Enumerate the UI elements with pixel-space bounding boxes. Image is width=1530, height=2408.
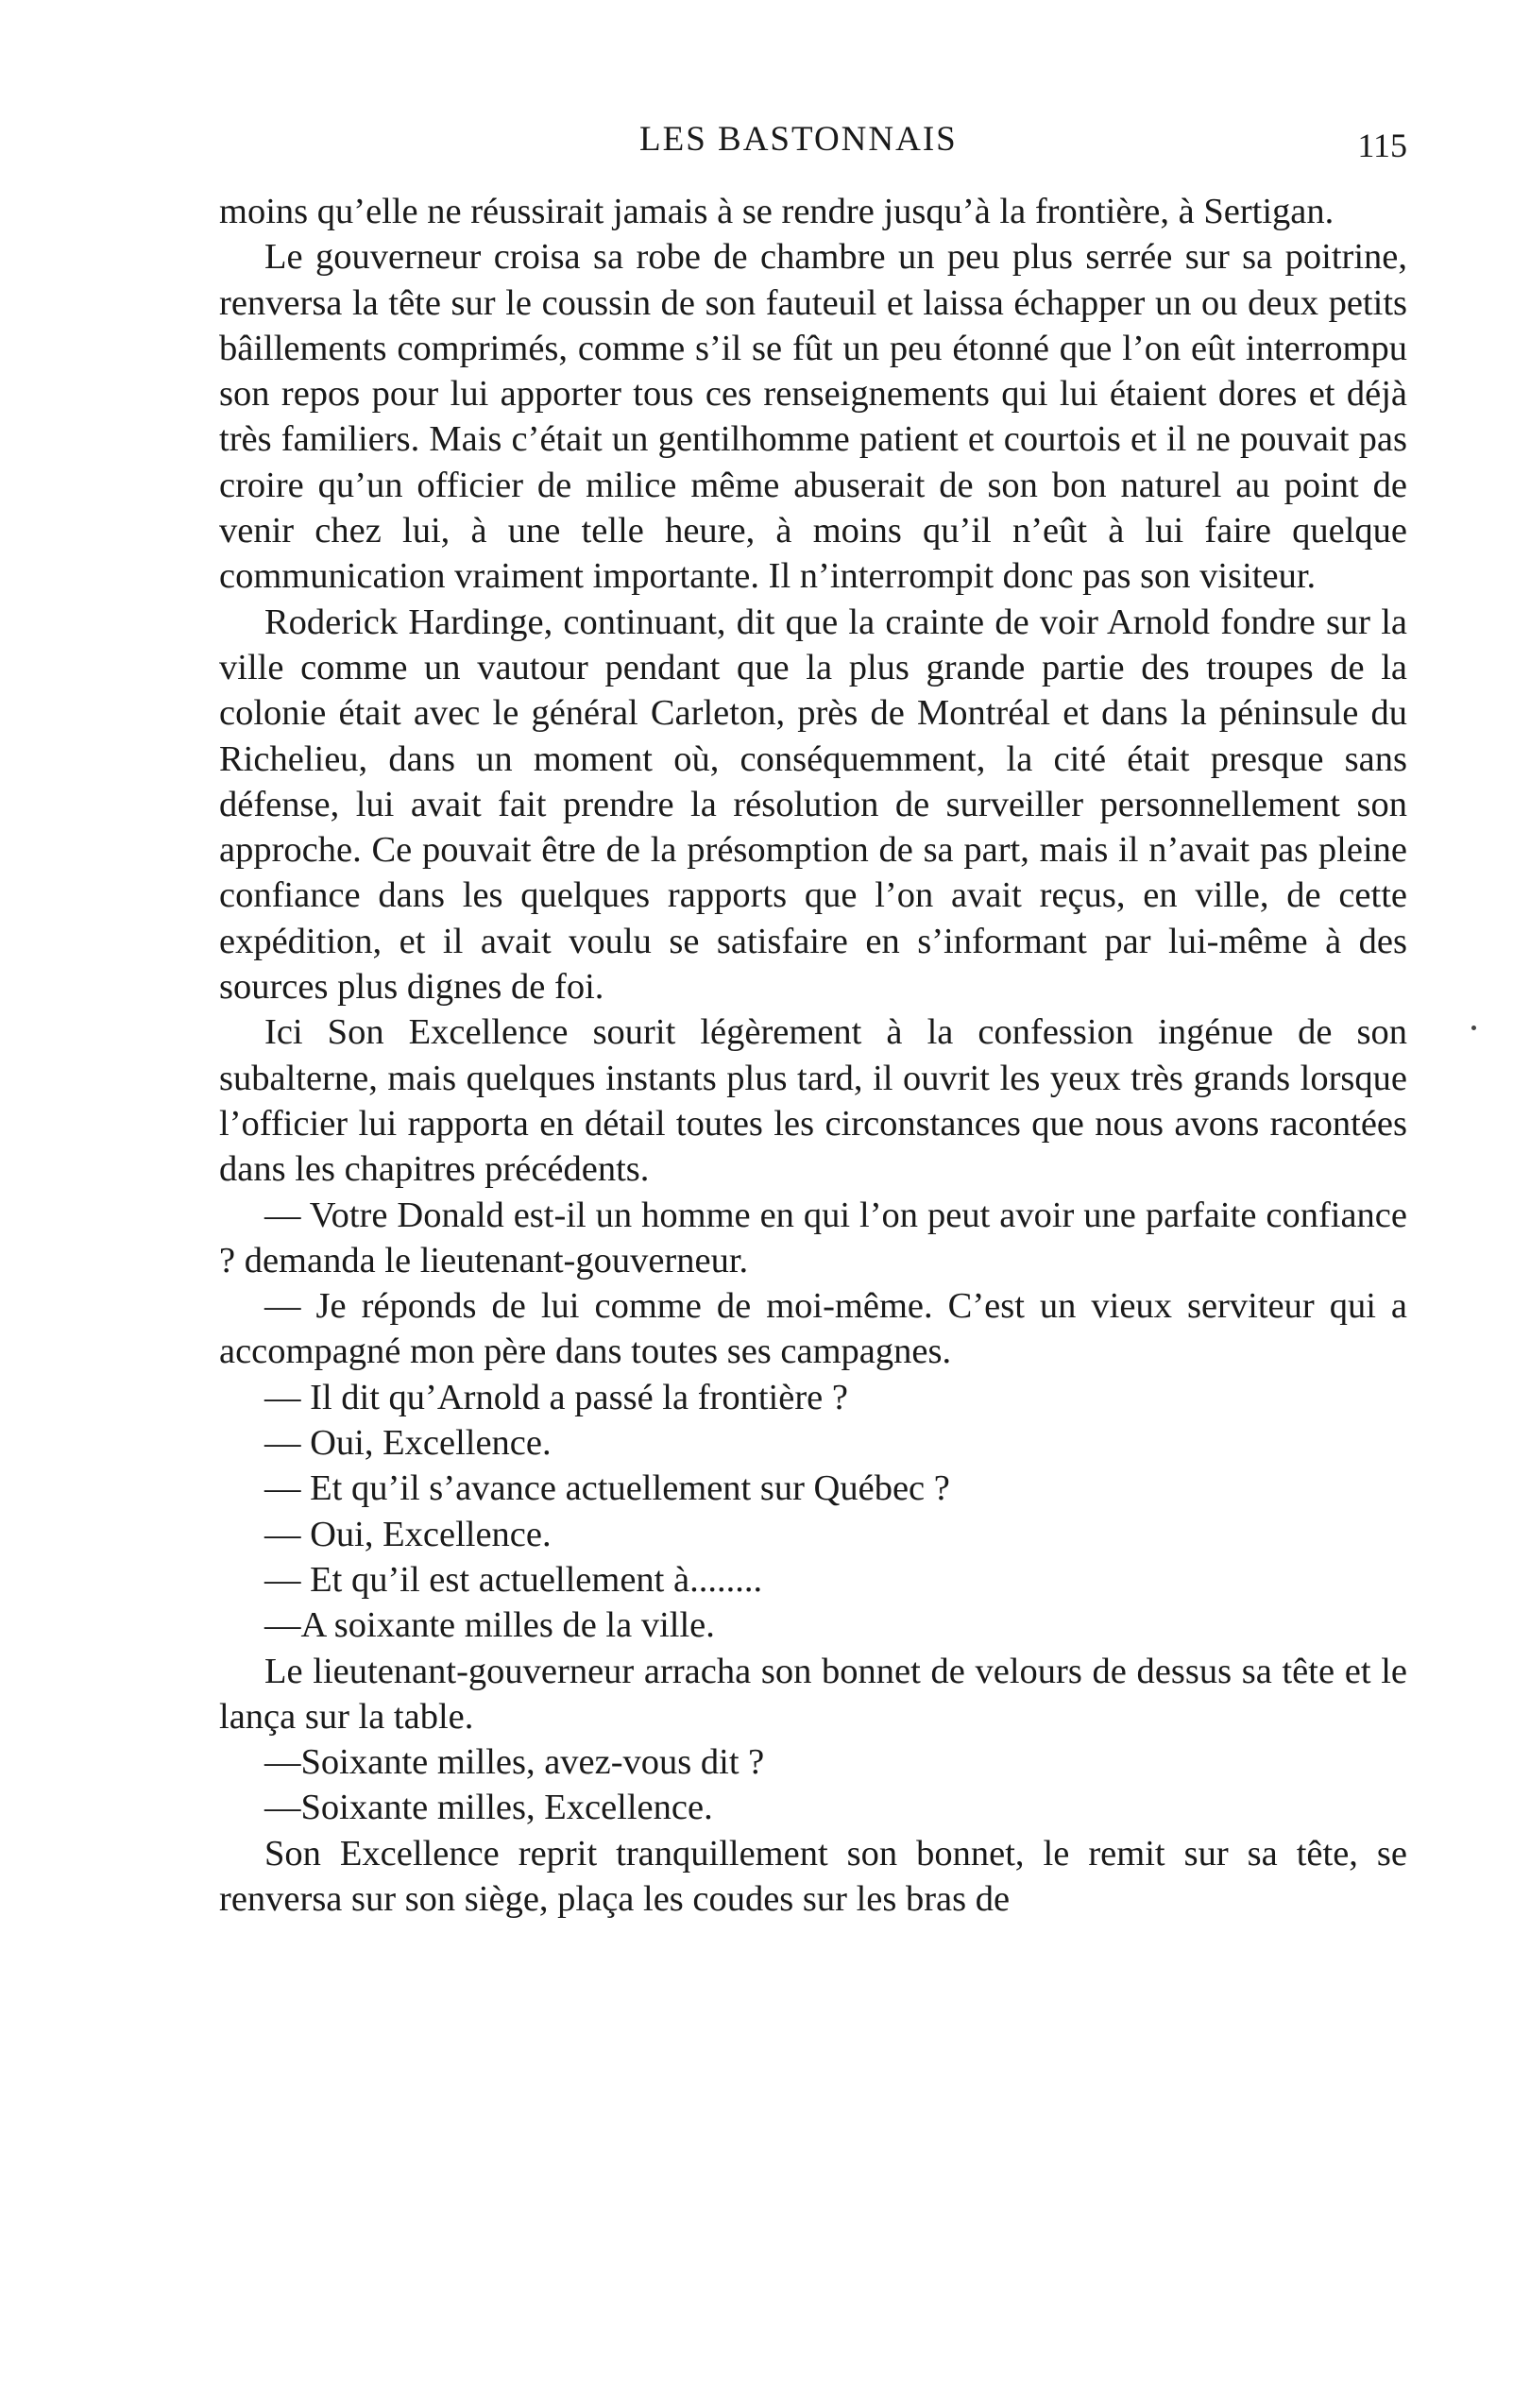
dialogue-line: — Et qu’il est actuellement à........ [264, 1559, 763, 1600]
running-head [219, 111, 1407, 168]
paragraph: Ici Son Excellence sourit légèrement à la confession ingénue de son subalterne, mais quelques instants plus tard, il ouvrit les yeux très grands lorsque l’officier lui rapporta en détail toutes les circonstances que nous avons racontées dans les chapitres précédents. [219, 1012, 1407, 1190]
paragraph: Son Excellence reprit tranquillement son bonnet, le remit sur sa tête, se renversa sur son siège, plaça les coudes sur les bras de [219, 1833, 1407, 1919]
paragraph: Le lieutenant-gouverneur arracha son bonnet de velours de dessus sa tête et le lança sur la table. [219, 1651, 1407, 1737]
dialogue-line: — Oui, Excellence. [264, 1514, 552, 1554]
body-text [219, 189, 1407, 1922]
ink-speck [1471, 1026, 1476, 1030]
dialogue-line: — Votre Donald est-il un homme en qui l’on peut avoir une parfaite confiance ? demanda le lieutenant-gouverneur. [219, 1195, 1407, 1280]
page-number: 115 [1357, 127, 1407, 164]
dialogue-line: — Et qu’il s’avance actuellement sur Québec ? [264, 1468, 950, 1509]
dialogue-line: —A soixante milles de la ville. [264, 1605, 715, 1646]
running-title: LES BASTONNAIS [639, 120, 958, 159]
dialogue-line: —Soixante milles, avez-vous dit ? [264, 1742, 765, 1783]
paragraph: moins qu’elle ne réussirait jamais à se rendre jusqu’à la frontière, à Sertigan. [219, 192, 1334, 231]
dialogue-line: — Il dit qu’Arnold a passé la frontière ? [264, 1377, 848, 1417]
dialogue-line: —Soixante milles, Excellence. [264, 1788, 713, 1828]
dialogue-line: — Je réponds de lui comme de moi-même. C’est un vieux serviteur qui a accompagné mon père dans toutes ses campagnes. [219, 1286, 1407, 1372]
paragraph: Roderick Hardinge, continuant, dit que la crainte de voir Arnold fondre sur la ville comme un vautour pendant que la plus grande partie des troupes de la colonie était avec le général Carleton, près de Montréal et dans la péninsule du Richelieu, dans un moment où, conséquemment, la cité était presque sans défense, lui avait fait prendre la résolution de surveiller personnellement son approche. Ce pouvait être de la présomption de sa part, mais il n’avait pas pleine confiance dans les quelques rapports que l’on avait reçus, en ville, de cette expédition, et il avait voulu se satisfaire en s’informant par lui-même à des sources plus dignes de foi. [219, 602, 1407, 1008]
paragraph: Le gouverneur croisa sa robe de chambre un peu plus serrée sur sa poitrine, renversa la tête sur le coussin de son fauteuil et laissa échapper un ou deux petits bâillements comprimés, comme s’il se fût un peu étonné que l’on eût interrompu son repos pour lui apporter tous ces renseignements qui lui étaient dores et déjà très familiers. Mais c’était un gentilhomme patient et courtois et il ne pouvait pas croire qu’un officier de milice même abuserait de son bon naturel au point de venir chez lui, à une telle heure, à moins qu’il n’eût à lui faire quelque communication vraiment importante. Il n’interrompit donc pas son visiteur. [219, 237, 1407, 597]
dialogue-line: — Oui, Excellence. [264, 1423, 552, 1464]
